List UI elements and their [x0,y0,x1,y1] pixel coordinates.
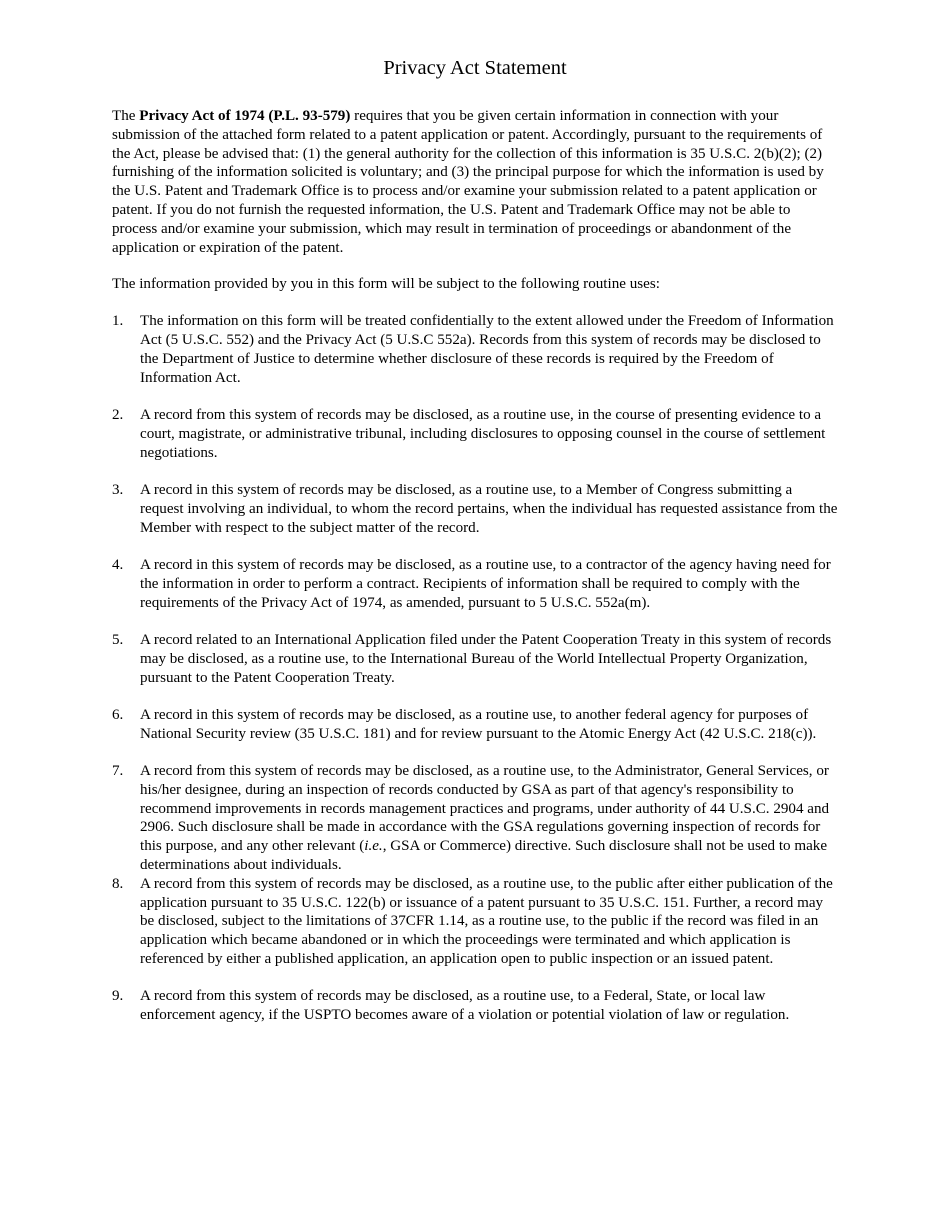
list-item-number: 4. [112,556,124,573]
list-item [112,706,838,744]
privacy-act-citation: Privacy Act of 1974 (P.L. 93-579) [139,108,351,124]
list-item [112,556,838,612]
list-item-text: A record related to an International Application filed under the Patent Cooperation Treaty in this system of records may be disclosed, as a routine use, to the International Bureau of the World Intellectual Property Organization, pursuant to the Patent Cooperation Treaty. [140,631,832,686]
list-item [112,762,838,875]
list-item-text: A record in this system of records may be disclosed, as a routine use, to a contractor of the agency having need for the information in order to perform a contract. Recipients of information shall be required to comply with the requirements of the Privacy Act of 1974, as amended, pursuant to 5 U.S.C. 552a(m). [140,556,831,611]
list-item [112,406,838,462]
intro-text-body: requires that you be given certain information in connection with your submission of the attached form related to a patent application or patent. Accordingly, pursuant to the requirements of the Act, please be advised that: (1) the general authority for the collection of this information is 35 U.S.C. 2(b)(2); (2) furnishing of the information solicited is voluntary; and (3) the principal purpose for which the information is used by the U.S. Patent and Trademark Office is to process and/or examine your submission related to a patent application or patent. If you do not furnish the requested information, the U.S. Patent and Trademark Office may not be able to process and/or examine your submission, which may result in termination of proceedings or abandonment of the application or expiration of the patent. [112,108,824,256]
list-item-number: 6. [112,706,124,723]
list-item [112,987,838,1025]
list-item-number: 9. [112,988,124,1005]
list-item-text: A record in this system of records may be disclosed, as a routine use, to a Member of Congress submitting a request involving an individual, to whom the record pertains, when the individual has requested assistance from the Member with respect to the subject matter of the record. [140,481,838,536]
list-item [112,875,838,969]
list-item-text [140,763,829,873]
routine-uses-list [112,312,838,1025]
list-item [112,481,838,537]
list-item-number: 1. [112,313,124,330]
document-page [112,56,838,1044]
routine-uses-lead: The information provided by you in this form will be subject to the following routine uses: [112,276,660,293]
list-item-text-emphasis: i.e. [364,838,383,855]
list-item-text-part: , GSA or Commerce) directive. Such disclosure shall not be used to make determinations about individuals. [140,838,828,874]
list-item-text: A record from this system of records may be disclosed, as a routine use, to a Federal, State, or local law enforcement agency, if the USPTO becomes aware of a violation or potential violation of law or regulation. [140,988,790,1024]
intro-paragraph [112,107,838,257]
list-item-text: The information on this form will be treated confidentially to the extent allowed under the Freedom of Information Act (5 U.S.C. 552) and the Privacy Act (5 U.S.C 552a). Records from this system of records may be disclosed to the Department of Justice to determine whether disclosure of these records is required by the Freedom of Information Act. [140,313,834,386]
list-item-number: 5. [112,631,124,648]
list-item-text: A record from this system of records may be disclosed, as a routine use, to the public after either publication of the application pursuant to 35 U.S.C. 122(b) or issuance of a patent pursuant to 35 U.S.C. 151. Further, a record may be disclosed, subject to the limitations of 37CFR 1.14, as a routine use, to the public if the record was filed in an application which became abandoned or in which the proceedings were terminated and which application is referenced by either a published application, an application open to public inspection or an issued patent. [140,875,833,968]
list-item-number: 7. [112,763,124,780]
list-item-number: 8. [112,875,124,892]
list-item-number: 2. [112,406,124,423]
list-item [112,631,838,687]
page-title: Privacy Act Statement [383,57,567,79]
intro-text-start: The [112,108,140,124]
list-item-text: A record from this system of records may be disclosed, as a routine use, in the course of presenting evidence to a court, magistrate, or administrative tribunal, including disclosures to opposing counsel in the course of settlement negotiations. [140,406,826,461]
list-item-text: A record in this system of records may be disclosed, as a routine use, to another federal agency for purposes of National Security review (35 U.S.C. 181) and for review pursuant to the Atomic Energy Act (42 U.S.C. 218(c)). [140,706,817,742]
list-item-text-part: A record from this system of records may be disclosed, as a routine use, to the Administrator, General Services, or his/her designee, during an inspection of records conducted by GSA as part of that agency's responsibility to recommend improvements in records management practices and programs, under authority of 44 U.S.C. 2904 and 2906. Such disclosure shall be made in accordance with the GSA regulations governing inspection of records for this purpose, and any other relevant ( [140,763,830,855]
list-item-number: 3. [112,481,124,498]
list-item [112,312,838,387]
